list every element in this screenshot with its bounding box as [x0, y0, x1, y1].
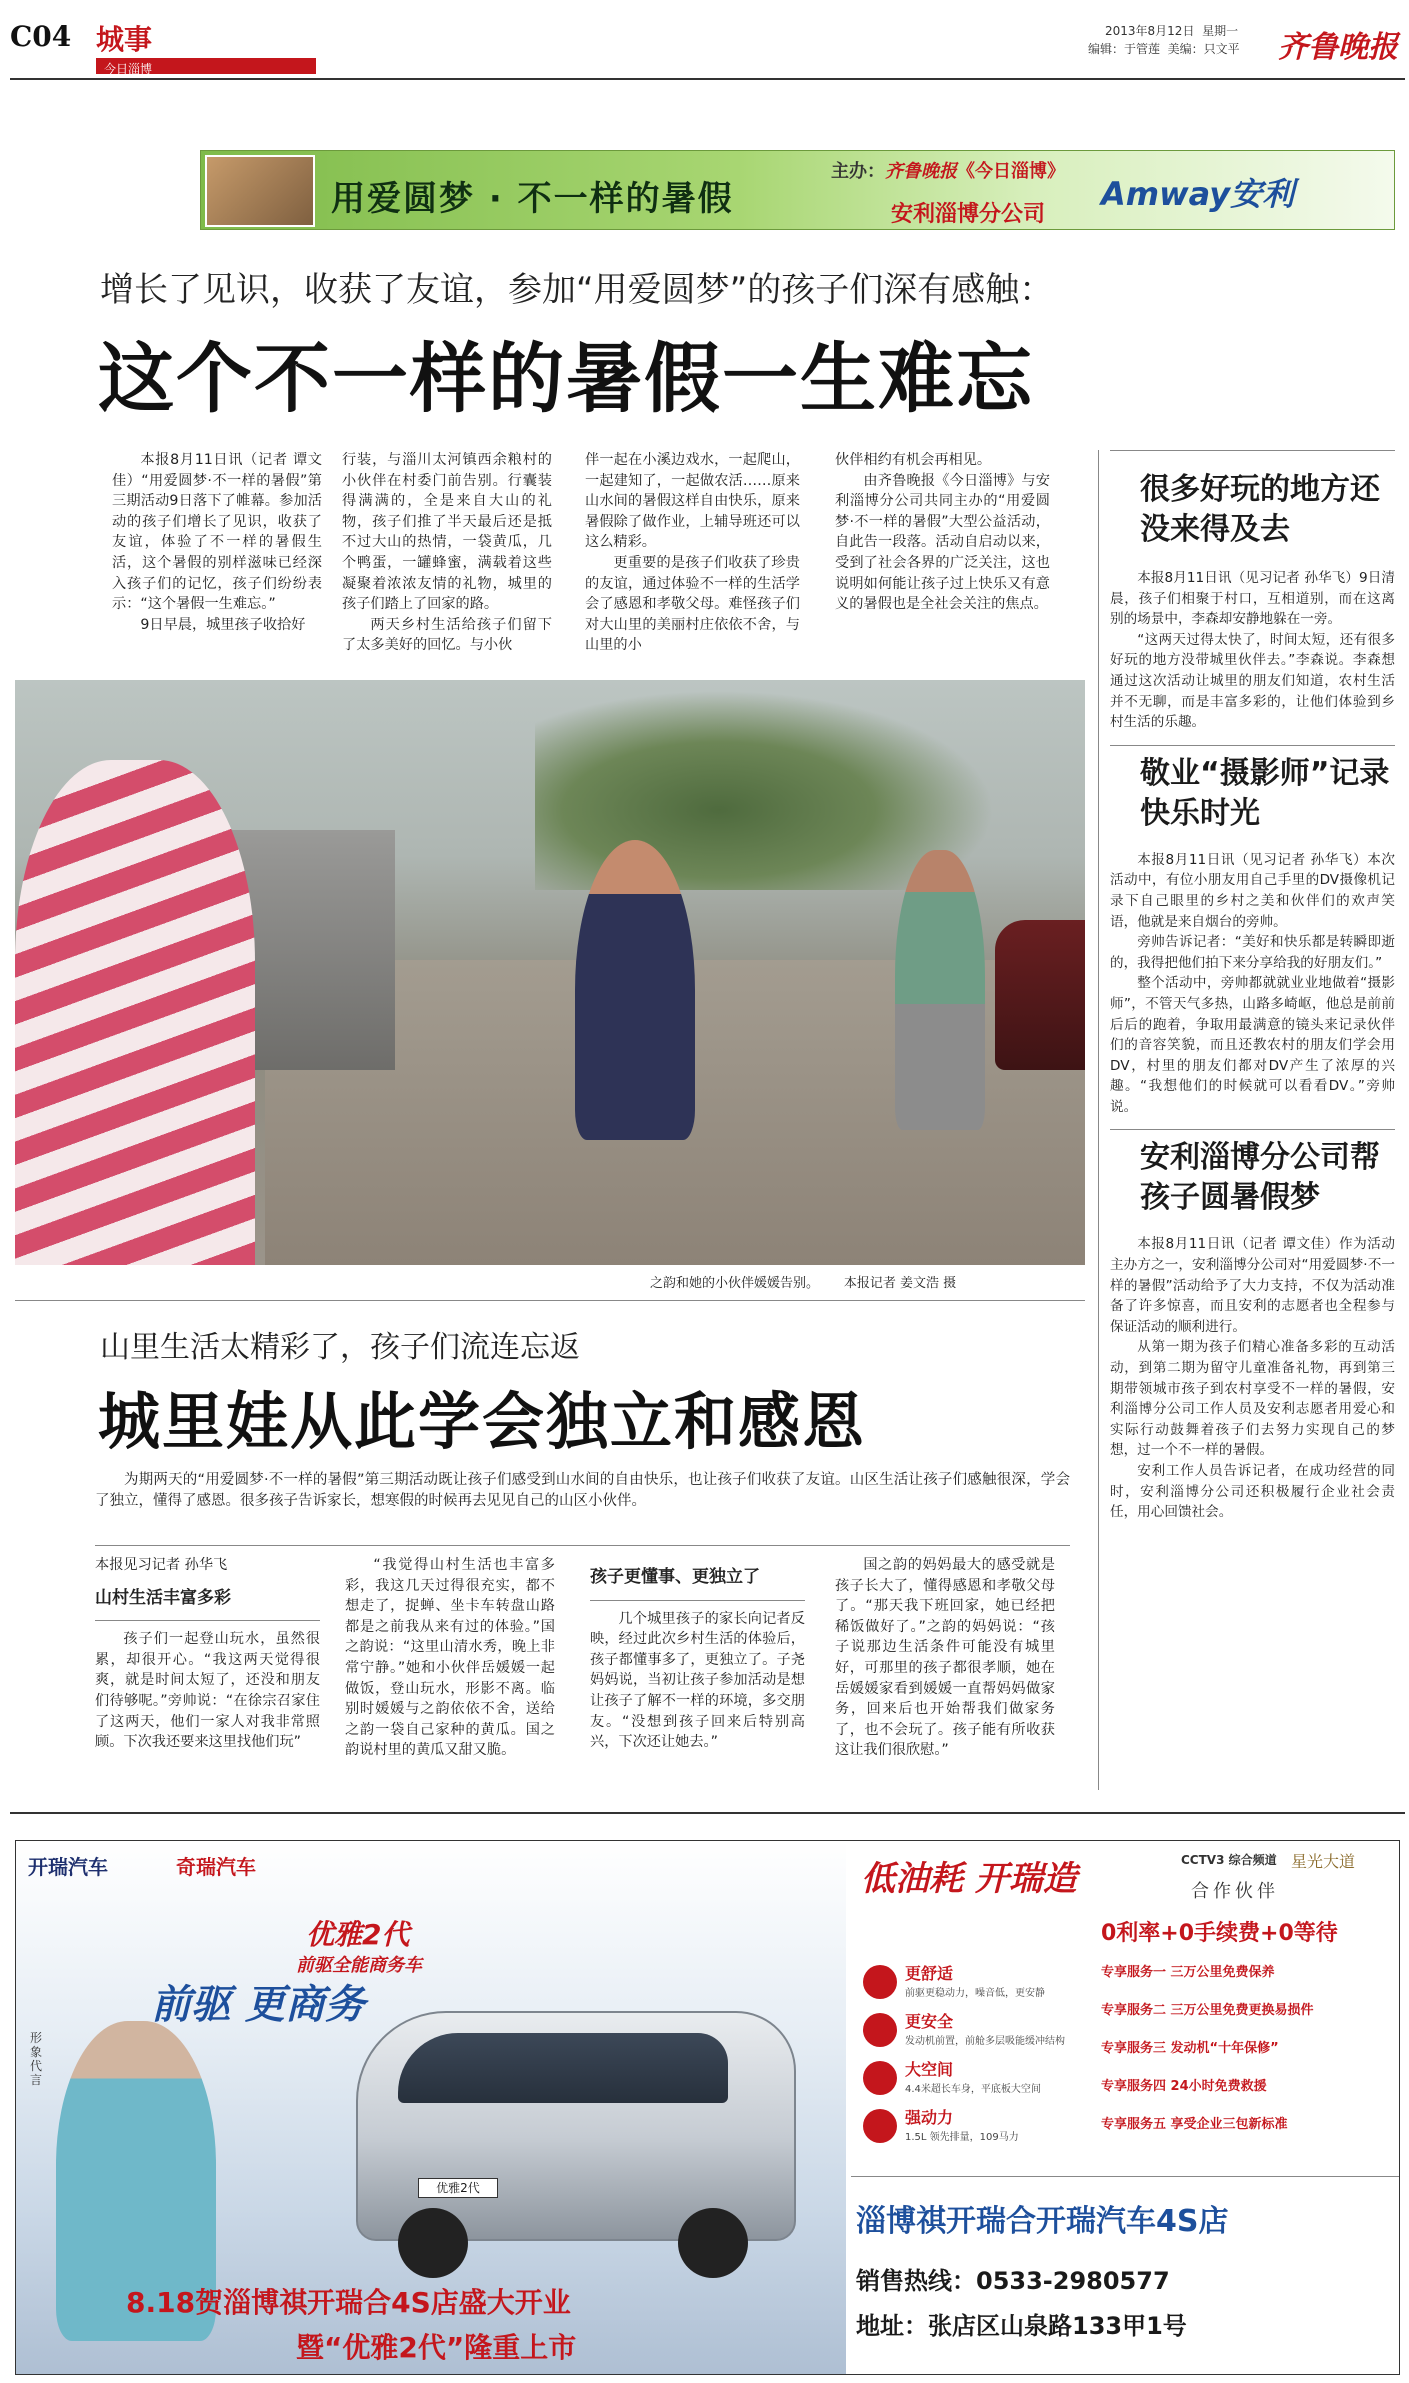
ad-endorser-label: 形象代言 [30, 2031, 43, 2087]
ad-event-line-2: 暨“优雅2代”隆重上市 [296, 2331, 577, 2364]
paper-logo: 齐鲁晚报 [1278, 30, 1398, 65]
ad-slogan: 前驱 更商务 [151, 1982, 365, 2028]
ad-right-title: 低油耗 开瑞造 [861, 1859, 1077, 1899]
ad-tv-logo: CCTV3 综合频道 [1181, 1853, 1277, 1867]
ad-badge-sub: 前驱全能商务车 [296, 1955, 422, 1976]
sidebar-divider [1098, 450, 1099, 1790]
ad-feature: 大空间 4.4米超长车身，平底板大空间 [859, 2057, 1089, 2105]
ad-service: 专享服务三 发动机“十年保修” [1101, 2041, 1279, 2056]
story2-kicker: 山里生活太精彩了，孩子们流连忘返 [100, 1330, 580, 1365]
feature-icon [863, 2061, 897, 2095]
ad-hotline: 销售热线：0533-2980577 [856, 2267, 1170, 2295]
story-photo [15, 680, 1085, 1265]
story1-column-4: 伙伴相约有机会再相见。 由齐鲁晚报《今日淄博》与安利淄博分公司共同主办的“用爱圆梦·不一样的暑假”大型公益活动，自此告一段落。活动自启动以来，受到了社会各界的广泛关注，这也说明如何能让孩子过上快乐又有意义的暑假也是全社会关注的焦点。 [835, 452, 1050, 613]
subsection-bar [96, 58, 316, 74]
page-header [10, 18, 1405, 76]
ad-right-divider [851, 2176, 1400, 2177]
banner-slogan: 用爱圆梦 · 不一样的暑假 [331, 179, 734, 219]
story2-lead: 为期两天的“用爱圆梦·不一样的暑假”第三期活动既让孩子们感受到山水间的自由快乐，也让孩子们收获了友谊。山区生活让孩子们感触很深，学会了独立，懂得了感恩。很多孩子告诉家长，想寒假的时候再去见见自己的山区小伙伴。 [95, 1472, 1070, 1509]
car-advertisement [15, 1840, 1400, 2375]
ad-partner-label: 合作伙伴 [1191, 1881, 1279, 1902]
ad-right-panel [851, 1841, 1400, 2375]
feature-icon [863, 1965, 897, 1999]
story1-column-2: 行装，与淄川太河镇西余粮村的小伙伴在村委门前告别。行囊装得满满的，全是来自大山的礼物，孩子们推了半天最后还是抵不过大山的热情，一袋黄瓜，几个鸭蛋，一罐蜂蜜，满载着这些凝聚着浓浓友情的礼物，城里的孩子们踏上了回家的路。 两天乡村生活给孩子们留下了太多美好的回忆。与小伙 [342, 452, 552, 654]
ad-features [859, 1961, 1089, 2153]
story1-column-1: 本报8月11日讯（记者 谭文佳）“用爱圆梦·不一样的暑假”第三期活动9日落下了帷幕。参加活动的孩子们增长了见识，收获了友谊，体验了不一样的暑假生活，这个暑假的别样滋味已经深入孩子们的记忆，孩子们纷纷表示：“这个暑假一生难忘。” 9日早晨，城里孩子收拾好 [112, 452, 322, 633]
ad-service: 专享服务四 24小时免费救援 [1101, 2079, 1267, 2094]
ad-dealer: 淄博祺开瑞合开瑞汽车4S店 [856, 2204, 1229, 2239]
story1-column-3: 伴一起在小溪边戏水，一起爬山，一起建知了，一起做农活……原来山水间的暑假这样自由快乐，原来暑假除了做作业，上辅导班还可以这么精彩。 更重要的是孩子们收获了珍贵的友谊，通过体验不一样的生活学会了感恩和孝敬父母。难怪孩子们对大山里的美丽村庄依依不舍，与山里的小 [585, 452, 800, 654]
ad-feature: 更舒适 前驱更稳动力，噪音低，更安静 [859, 1961, 1089, 2009]
ad-service: 专享服务一 三万公里免费保养 [1101, 1965, 1275, 1980]
ad-van-plate: 优雅2代 [418, 2178, 498, 2198]
ad-address: 地址：张店区山泉路133甲1号 [856, 2312, 1187, 2340]
photo-caption: 之韵和她的小伙伴媛媛告别。 本报记者 姜文浩 摄 [650, 1276, 957, 1291]
story1-kicker: 增长了见识，收获了友谊，参加“用爱圆梦”的孩子们深有感触： [100, 270, 1054, 310]
ad-service: 专享服务五 享受企业三包新标准 [1101, 2117, 1288, 2132]
sidebar-headline-2: 敬业“摄影师”记录快乐时光 [1140, 755, 1390, 831]
ad-services [1101, 1961, 1391, 2151]
section-title: 城事 [96, 23, 153, 56]
feature-icon [863, 2013, 897, 2047]
banner-host: 主办：齐鲁晚报《今日淄博》 [831, 161, 1065, 182]
header-rule [10, 78, 1405, 80]
photo-girl-foreground [15, 760, 255, 1265]
ad-service: 专享服务二 三万公里免费更换易损件 [1101, 2003, 1314, 2018]
sidebar-headline-1: 很多好玩的地方还没来得及去 [1140, 472, 1380, 547]
sidebar-headline-3: 安利淄博分公司帮孩子圆暑假梦 [1140, 1140, 1380, 1216]
ad-feature: 强动力 1.5L 领先排量，109马力 [859, 2105, 1089, 2153]
header-editors: 编辑：于管莲 美编：只文平 [1088, 42, 1240, 56]
ad-top-rule [10, 1812, 1405, 1814]
story2-headline: 城里娃从此学会独立和感恩 [98, 1385, 867, 1458]
amway-logo: Amway安利 [1101, 175, 1295, 213]
ad-brand-2: 奇瑞汽车 [176, 1855, 256, 1879]
story2-lead-rule [95, 1545, 1070, 1546]
story2-top-rule [15, 1300, 1085, 1301]
ad-badge-top: 优雅2代 [306, 1918, 410, 1951]
byline: 本报见习记者 孙华飞 [95, 1557, 228, 1573]
ad-feature: 更安全 发动机前置，前舱多层吸能缓冲结构 [859, 2009, 1089, 2057]
ad-partner: 星光大道 [1291, 1852, 1356, 1871]
story1-headline: 这个不一样的暑假一生难忘 [98, 334, 1034, 423]
header-date: 2013年8月12日 星期一 [1105, 24, 1239, 38]
headline-rule [1110, 450, 1395, 451]
banner-photo [205, 155, 315, 227]
subsection-label: 今日淄博 [104, 62, 153, 76]
story2-column-1: 本报见习记者 孙华飞 山村生活丰富多彩 孩子们一起登山玩水，虽然很累，却很开心。“我这两天觉得很爽，就是时间太短了，还没和朋友们待够呢。”旁帅说：“在徐宗召家住了这两天，他们一家人对我非常照顾。下次我还要来这里找他们玩” [95, 1557, 320, 1751]
subhead-village-life: 山村生活丰富多彩 [95, 1587, 231, 1608]
sidebar: 很多好玩的地方还没来得及去 本报8月11日讯（见习记者 孙华飞）9日清晨，孩子们相聚于村口，互相道别，而在这离别的场景中，李森却安静地躲在一旁。 “这两天过得太快了，时间太短，还有很多好玩的地方没带城里伙伴去。”李森说。李森想通过这次活动让城里的朋友们知道，农村生活并不无聊，而是丰富多彩的，让他们体验到乡村生活的乐趣。 敬业“摄影师”记录快乐时光 本报8月11日讯（见习记者 孙华飞）本次活动中，有位小朋友用自己手里的DV摄像机记录下自己眼里的乡村之美和伙伴们的欢声笑语，他就是来自烟台的旁帅。 旁帅告诉记者：“美好和快乐都是转瞬即逝的，我得把他们拍下来分享给我的好朋友们。” 整个活动中，旁帅都就就业业地做着“摄影师”，不管天气多热，山路多崎岖，他总是前前后后的跑着，争取用最满意的镜头来记录伙伴们的音容笑貌，而且还教农村的朋友们学会用DV，村里的朋友们都对DV产生了浓厚的兴趣。“我想他们的时候就可以看看DV。”旁帅说。 安利淄博分公司帮孩子圆暑假梦 本报8月11日讯（记者 谭文佳）作为活动主办方之一，安利淄博分公司对“用爱圆梦·不一样的暑假”活动给予了大力支持，不仅为活动准备了许多惊喜，而且安利的志愿者也全程参与保证活动的顺利进行。 从第一期为孩子们精心准备多彩的互动活动，到第二期为留守儿童准备礼物，再到第三期带领城市孩子到农村享受不一样的暑假，安利淄博分公司工作人员及安利志愿者用爱心和实际行动鼓舞着孩子们去努力实现自己的梦想，过一个不一样的暑假。 安利工作人员告诉记者，在成功经营的同时，安利淄博分公司还积极履行企业社会责任，用心回馈社会。 [1110, 472, 1395, 1521]
subhead-independent: 孩子更懂事、更独立了 [590, 1567, 760, 1587]
ad-left-panel [16, 1841, 846, 2375]
banner-cohost: 安利淄博分公司 [891, 202, 1046, 227]
ad-van [356, 2011, 796, 2241]
ad-event-line-1: 8.18贺淄博祺开瑞合4S店盛大开业 [126, 2286, 571, 2319]
photo-girl-center [575, 840, 695, 1140]
page-code: C04 [10, 20, 72, 53]
photo-car [995, 920, 1085, 1070]
photo-woman [895, 850, 985, 1130]
story2-column-4: 国之韵的妈妈最大的感受就是孩子长大了，懂得感恩和孝敬父母了。“那天我下班回家，她已经把稀饭做好了。”之韵的妈妈说：“孩子说那边生活条件可能没有城里好，可那里的孩子都很孝顺，她在岳媛媛家看到媛媛一直帮妈妈做家务，回来后也开始帮我们做家务了，也不会玩了。孩子能有所收获这让我们很欣慰。” [835, 1557, 1055, 1759]
feature-icon [863, 2109, 897, 2143]
story2-column-3: 孩子更懂事、更独立了 几个城里孩子的家长向记者反映，经过此次乡村生活的体验后，孩子都懂事多了，更独立了。子尧妈妈说，当初让孩子参加活动是想让孩子了解不一样的环境，多交朋友。“没想到孩子回来后特别高兴，下次还让她去。” [590, 1567, 805, 1751]
ad-promo: 0利率+0手续费+0等待 [1101, 1921, 1338, 1946]
ad-brand-1: 开瑞汽车 [28, 1855, 108, 1879]
campaign-banner [200, 150, 1395, 230]
story2-column-2: “我觉得山村生活也丰富多彩，我这几天过得很充实，都不想走了，捉蝉、坐卡车转盘山路都是之前我从来有过的体验。”国之韵说：“这里山清水秀，晚上非常宁静。”她和小伙伴岳媛媛一起做饭，登山玩水，形影不离。临别时媛媛与之韵依依不舍，送给之韵一袋自己家种的黄瓜。国之韵说村里的黄瓜又甜又脆。 [345, 1557, 555, 1759]
